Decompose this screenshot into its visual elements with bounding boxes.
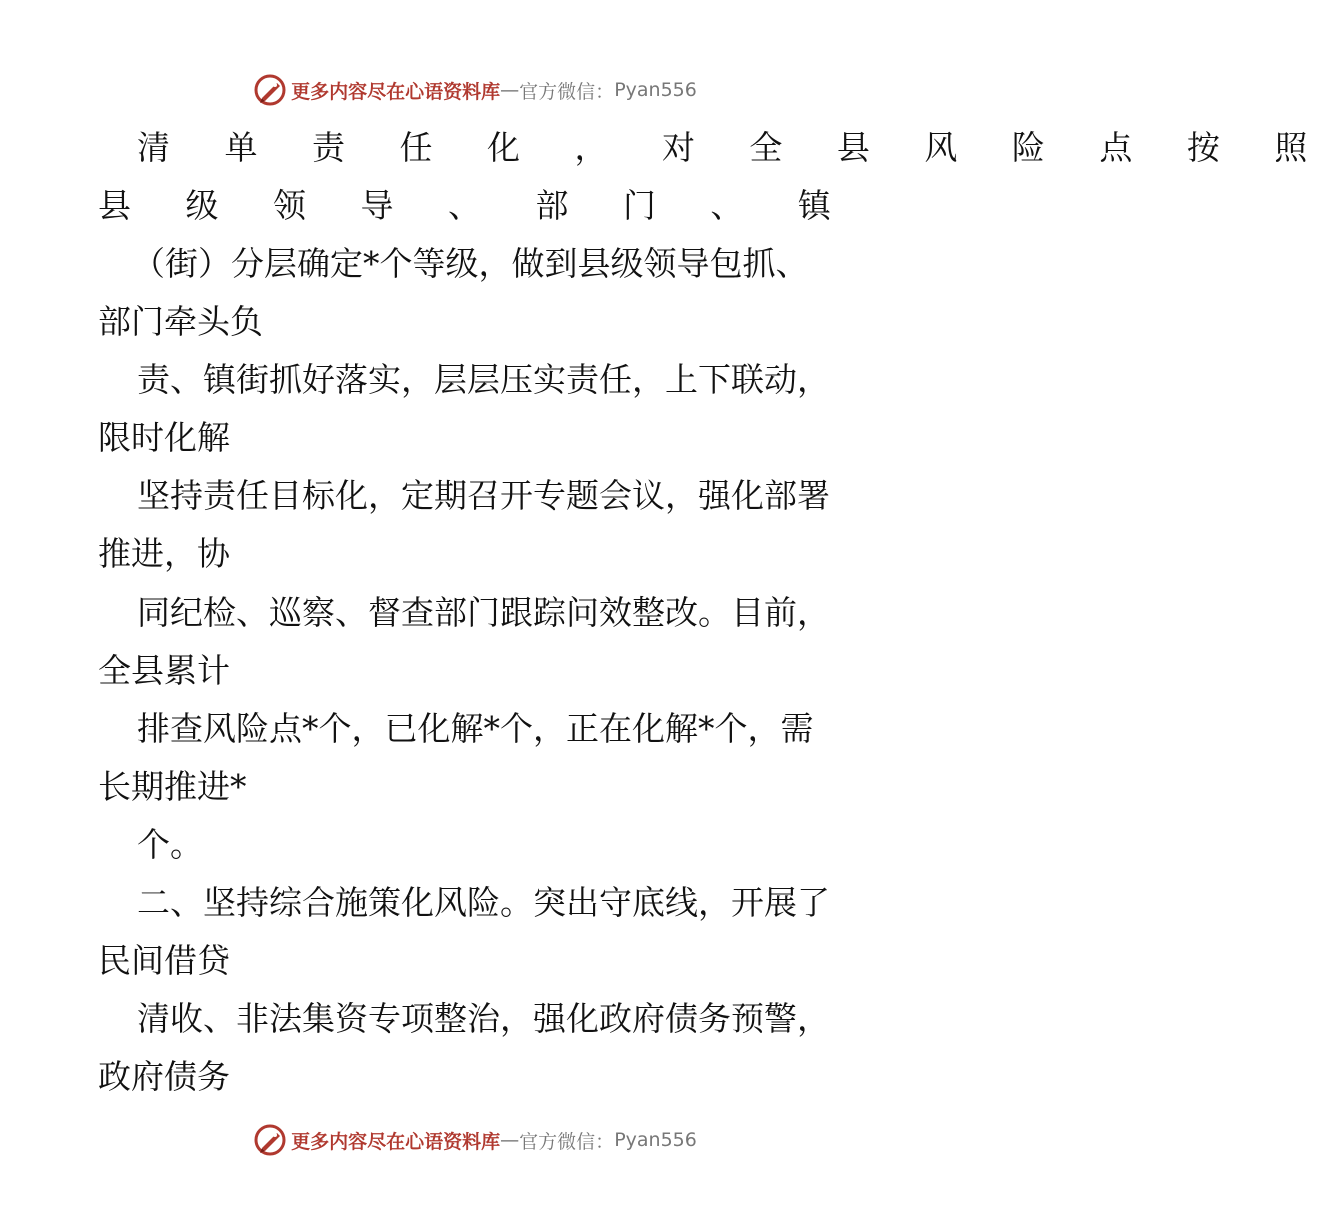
watermark-account: Pyan556 [614,1129,697,1151]
text-line-6: 限时化解 [98,418,230,457]
text-line-3: （街）分层确定*个等级，做到县级领导包抓、 [132,244,809,283]
watermark-main-text: 更多内容尽在心语资料库 [291,80,501,103]
pen-logo-icon [253,1123,287,1157]
watermark-dash: — [500,1129,520,1151]
watermark-official-label: 官方微信： [519,80,615,103]
text-line-1: 清 单 责 任 化 ， 对 全 县 风 险 点 按 照 [137,128,1329,167]
footer-watermark [0,1120,950,1160]
text-line-7: 坚持责任目标化，定期召开专题会议，强化部署 [137,476,830,515]
text-line-12: 长期推进* [98,767,247,806]
pen-logo-icon [253,73,287,107]
watermark-dash: — [500,79,520,101]
text-line-10: 全县累计 [98,651,230,690]
text-line-5: 责、镇街抓好落实，层层压实责任，上下联动， [137,360,830,399]
header-watermark [0,70,950,110]
text-line-2: 县 级 领 导 、 部 门 、 镇 [98,186,853,225]
text-line-8: 推进，协 [98,534,230,573]
watermark-account: Pyan556 [614,79,697,101]
text-line-4: 部门牵头负 [98,302,263,341]
text-line-11: 排查风险点*个，已化解*个，正在化解*个，需 [137,709,814,748]
text-line-17: 政府债务 [98,1057,230,1096]
watermark-official-label: 官方微信： [519,1130,615,1153]
text-line-9: 同纪检、巡察、督查部门跟踪问效整改。目前， [137,593,830,632]
text-line-14: 二、坚持综合施策化风险。突出守底线，开展了 [137,883,830,922]
text-line-16: 清收、非法集资专项整治，强化政府债务预警， [137,999,830,1038]
watermark-main-text: 更多内容尽在心语资料库 [291,1130,501,1153]
text-line-15: 民间借贷 [98,941,230,980]
text-line-13: 个。 [137,825,203,864]
